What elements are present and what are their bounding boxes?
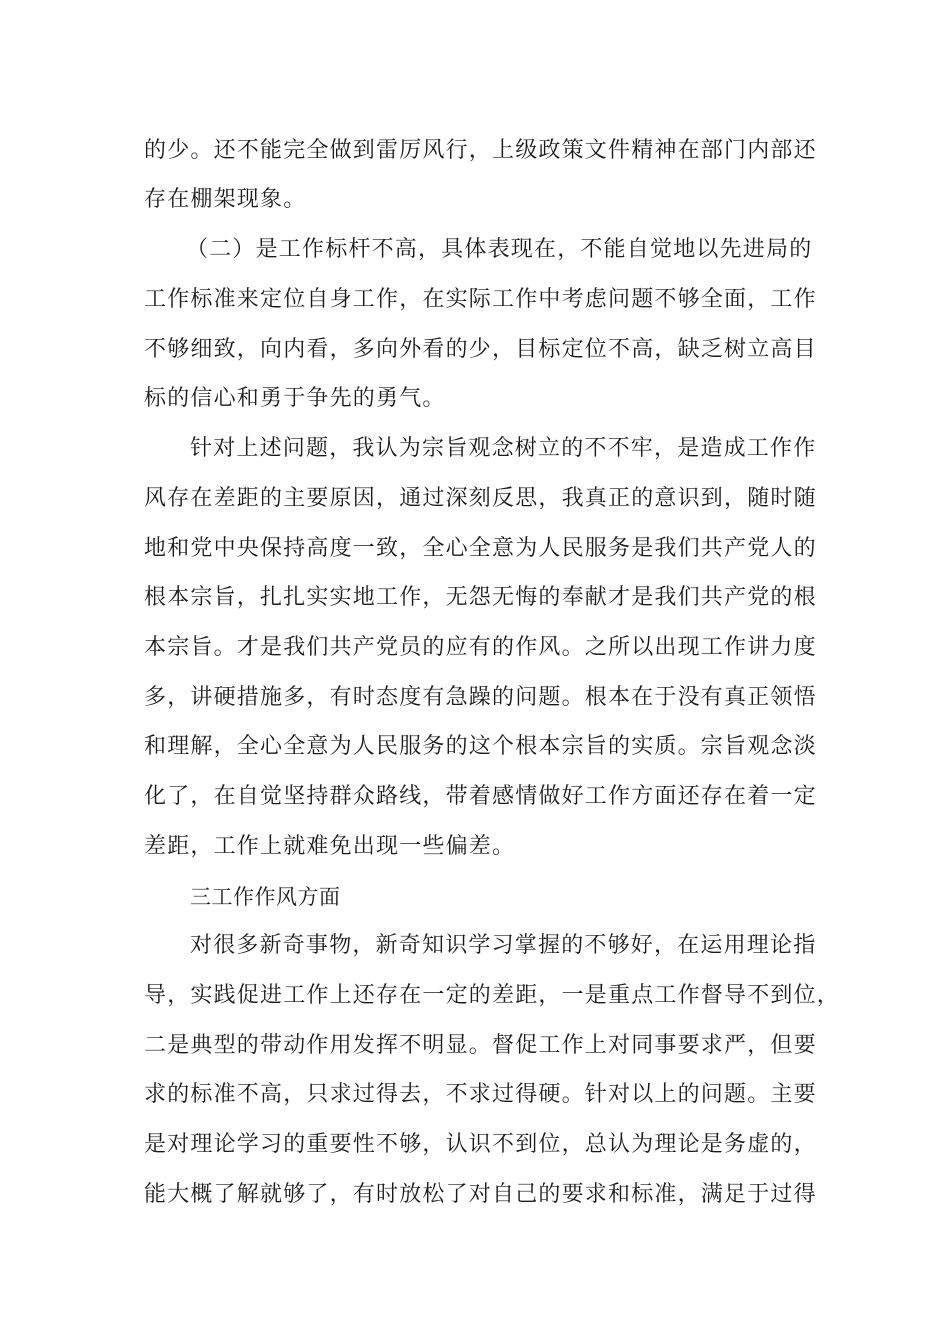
text-line: 求的标准不高，只求过得去，不求过得硬。针对以上的问题。主要 — [144, 1082, 817, 1107]
text-line: 存在棚架现象。 — [144, 187, 307, 212]
paragraph-start-line: （二）是工作标杆不高，具体表现在，不能自觉地以先进局的 — [186, 237, 813, 262]
text-line: 工作标准来定位自身工作，在实际工作中考虑问题不够全面，工作 — [144, 287, 817, 312]
paragraph-start-line: 对很多新奇事物，新奇知识学习掌握的不够好，在运用理论指 — [190, 933, 817, 958]
text-line: 二是典型的带动作用发挥不明显。督促工作上对同事要求严，但要 — [144, 1033, 817, 1058]
text-line: 是对理论学习的重要性不够，认识不到位，总认为理论是务虚的， — [144, 1132, 817, 1157]
text-line: 不够细致，向内看，多向外看的少，目标定位不高，缺乏树立高目 — [144, 337, 817, 362]
text-line: 差距，工作上就难免出现一些偏差。 — [144, 834, 516, 859]
text-line: 多，讲硬措施多，有时态度有急躁的问题。根本在于没有真正领悟 — [144, 685, 817, 710]
text-line: 地和党中央保持高度一致，全心全意为人民服务是我们共产党人的 — [144, 536, 817, 561]
text-line: 标的信心和勇于争先的勇气。 — [144, 386, 446, 411]
text-line: 本宗旨。才是我们共产党员的应有的作风。之所以出现工作讲力度 — [144, 635, 817, 660]
text-line: 根本宗旨，扎扎实实地工作，无怨无悔的奉献才是我们共产党的根 — [144, 585, 817, 610]
text-line: 和理解，全心全意为人民服务的这个根本宗旨的实质。宗旨观念淡 — [144, 734, 817, 759]
text-line: 化了，在自觉坚持群众路线，带着感情做好工作方面还存在着一定 — [144, 784, 817, 809]
text-line: 风存在差距的主要原因，通过深刻反思，我真正的意识到，随时随 — [144, 486, 817, 511]
text-line: 的少。还不能完全做到雷厉风行，上级政策文件精神在部门内部还 — [144, 138, 817, 163]
text-line: 导，实践促进工作上还存在一定的差距，一是重点工作督导不到位， — [144, 983, 841, 1008]
section-heading: 三工作作风方面 — [190, 885, 341, 909]
paragraph-start-line: 针对上述问题，我认为宗旨观念树立的不不牢，是造成工作作 — [190, 436, 817, 461]
text-line: 能大概了解就够了，有时放松了对自己的要求和标准，满足于过得 — [144, 1182, 817, 1207]
